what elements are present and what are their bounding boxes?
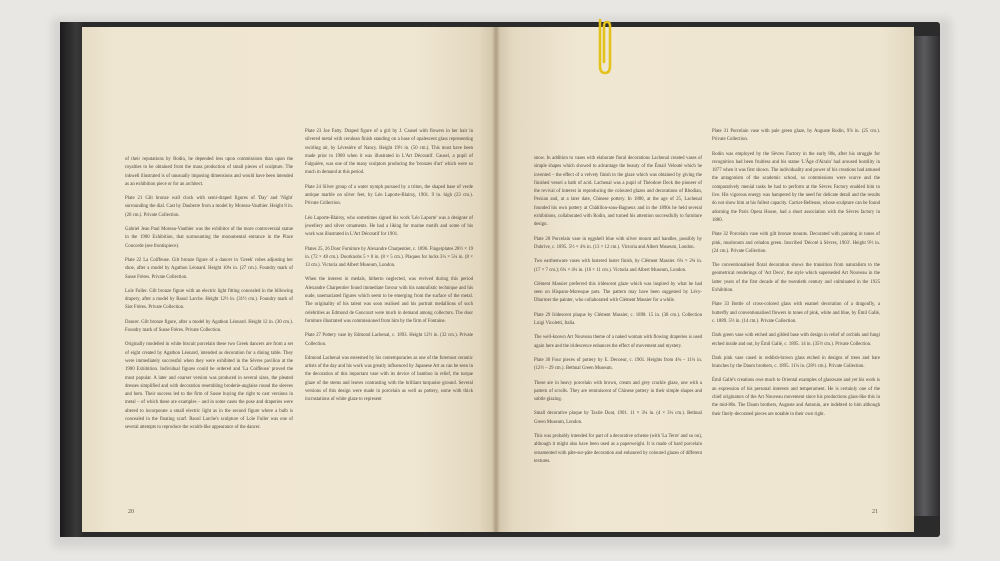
plate-caption: Plate 27 Pottery vase by Edmond Lachenal, c. 1893. Height 12½ in. (32 cm.). Private Collection.: [305, 333, 473, 347]
plate-caption: Plate 30 Four pieces of pottery by E. Decoeur, c. 1901. Heights from 4¾ – 11¼ in. (12½ – 29 cm.). Bethnal Green Museum.: [534, 357, 702, 372]
plate-caption: Plate 23 Joe Fatty. Draped figure of a girl by J. Causel with flowers in her hair in silvered metal with cerulean finish standing on a base of opalescent glass representing swirling air, by Lévesière of Nancy. Height 19½ in. (50 cm.). This must have been made prior to 1900 when it was illustrated in L'Art Décoratif. Causel, a pupil of Falguière, was one of the many sculptors producing the 'bronzes d'art' which were so much in demand at this period.: [305, 129, 473, 176]
body-paragraph: Dark green vase with etched and gilded base with design in relief of orchids and fungi etched inside and out, by Émil Gallé, c. 1895. 14 in. (35½ cm.). Private Collection.: [712, 333, 880, 347]
right-page-column-2: [712, 128, 880, 500]
body-paragraph: Two earthenware vases with lustered luster finish, by Clément Massier. 6¼ × 2¾ in. (17 × 7 cm.); 6¼ × 4¼ in. (16 × 11 cm.). Victoria and Albert Museum, London.: [534, 259, 702, 273]
body-paragraph: Dancer. Gilt bronze figure, after a model by Agathon Léonard. Height 12 in. (30 cm.). Foundry mark of Susse Frères. Private Collection.: [125, 319, 293, 334]
plate-caption: Plate 33 Bottle of cross-colored glass with enamel decoration of a dragonfly, a butterfly and conventionalised flowers in tones of pink, white and blue, by Émil Gallé, c. 1889. 5½ in. (14 cm.). Private Collection.: [712, 302, 880, 324]
body-paragraph: The well-known Art Nouveau theme of a naked woman with flowing draperies is used again here and the iridescence enhances the effect of movement and mystery.: [534, 335, 702, 349]
plate-caption: Plate 21 Gilt bronze wall clock with semi-draped figures of 'Day' and 'Night' surrounding the dial. Cast by Dauberre from a model by Moreau-Vauthier. Height 8 in. (20 cm.). Private Collection.: [125, 196, 293, 218]
body-paragraph: Rodin was employed by the Sèvres Factory in the early 80s, after his struggle for recognition had been fruitless and his statue 'L'Âge d'Airain' had aroused hostility in 1877 when it was first shown. The individuality and power of his creations had amused the antagonism of the academic school, so commissions were scarce and the comparatively menial tasks he had to perform at the Sèvres Factory enabled him to live. His vigorous energy was hampered by the need for delicate detail and the results do not show him at his fullest capacity. Carrier-Belleuse, whose sculpture can be found adorning the Paris Opera House, had a short association with the Sèvres factory in 1880.: [712, 151, 880, 223]
book-gutter: [492, 27, 500, 532]
body-paragraph: This was probably intended for part of a decorative scheme (with 'La Terre' and so on), although it might also have been used as a paperweight. It is made of hard porcelain ornamented with pâte-sur-pâte decoration and enhanced by coloured glazes of different textures.: [534, 434, 702, 464]
plate-caption: Plate 28 Porcelain vase in eggshell blue with silver mount and handles, possibly by Dubrive, c. 1895. 5½ × 4¾ in. (13 × 12 cm.). Victoria and Albert Museum, London.: [534, 236, 702, 250]
plate-caption: Plate 22 La Coiffeuse. Gilt bronze figure of a dancer in 'Greek' robes adjusting her shoe, after a model by Agathon Léonard. Height 10¾ in. (27 cm.). Foundry mark of Susse Frères. Private Collection.: [125, 257, 293, 280]
body-paragraph: The conventionalised floral decoration shows the transition from naturalism to the geometrical renderings of 'Art Deco', the style which superseded Art Nouveau in the latter years of the first decade of the twentieth century and culminated in the 1925 Exhibition.: [712, 263, 880, 294]
plate-caption: Plates 25, 26 Door Furniture by Alexandre Charpentier, c. 1896. Fingerplates 28½ × 19 in. (72 × 48 cm.). Doorknobs 5 × 8 in. (8 × 5 cm.). Plaques for locks 3¼ × 5¼ in. (8 × 13 cm.). Victoria and Albert Museum, London.: [305, 246, 473, 269]
cover-spine-edge-left: [60, 22, 84, 537]
body-paragraph: These are in heavy porcelain with brown, cream and grey crackle glaze, one with a pattern of scrolls. They are reminiscent of Chinese pottery in their simple shapes and subtle glazing.: [534, 380, 702, 403]
body-paragraph: Léo Laporte-Blairsy, who sometimes signed his work 'Léo Laporte' was a designer of jewellery and silver ornaments. He had a liking for marine motifs and some of his work was illustrated in L'Art Décoratif for 1901.: [305, 215, 473, 238]
body-paragraph: Small decorative plaque by Taxile Doat, 1901. 11 × 3¼ in. (4 × 3¼ cm.). Bethnal Green Museum, London.: [534, 411, 702, 425]
body-paragraph: snow. In addition to vases with elaborate floral decorations Lachenal created vases of simple shapes which showed to advantage the beauty of the Émail Velouté which he invented – the effect of a velvety finish to the glaze which was obtained by giving the finished vessel a bath of acid. Lachenal was a pupil of Théodore Deck the pioneer of the revival of interest in reproducing the coloured glazes and decorations of Rhodian, Persian and, at a later date, Chinese pottery. In 1880, at the age of 25, Lachenal founded his own pottery at Châtillon-sous-Bagneux and in the 1890s he held several exhibitions, collaborated with Rodin, and turned his attention successfully to furniture design.: [534, 156, 702, 228]
body-paragraph: Originally modelled in white biscuit porcelain these two Greek dancers are from a set of eight created by Agathon Léonard, intended as decoration for a dining table. They were immediately successful when they were exhibited in the Sèvres pavilion at the 1900 Exhibition. Individual figures could be ordered and 'La Coiffeuse' proved the most popular. A later and coarser version was produced in several sizes, the pleated dresses simplified and with decoration resembling broderie-anglaise round the sleeves and hem. Their success led to the firm of Susse buying the right to cast versions in metal – of which these are examples – and in some cases the pose and draperies were altered to incorporate a small electric light as in the second figure where a bulb is concealed in the floating scarf. Raoul Larche's sculpture of Loïe Fuller was one of several attempts to reproduce the wraith-like appearance of the dancer.: [125, 342, 293, 431]
body-paragraph: Gabriel Jean Paul Moreau-Vauthier was the exhibitor of the more controversial statue in the 1900 Exhibition, that surmounting the monumental entrance in the Place Concorde (see frontispiece).: [125, 227, 293, 249]
cover-edge-right: [914, 36, 940, 516]
plate-caption: Plate 31 Porcelain vase with pale green glaze, by Auguste Rodin, 9⅞ in. (25 cm.). Private Collection.: [712, 129, 880, 143]
page-number-right: 21: [872, 509, 878, 515]
right-page-column-1: [534, 155, 702, 495]
body-paragraph: of their reputations by Rodin, he depended less upon commissions than upon the royalties to be obtained from the mass production of small pieces of sculpture. The inkwell illustrated is of unusually imposing dimensions and would have been intended as an exhibition piece or for an architect.: [125, 157, 293, 187]
plate-caption: Plate 24 Silver group of a water nymph pursued by a triton, the shaped base of verde antique marble on silver feet, by Léo Laporte-Blairsy, 1901. 9 in. high (23 cm.). Private Collection.: [305, 184, 473, 207]
left-page-column-1: [125, 156, 293, 496]
page-number-left: 20: [128, 509, 134, 515]
body-paragraph: Dark pink vase cased in reddish-brown glass etched in designs of trees and bare branches by the Daum brothers, c. 1895. 11¼ in. (28½ cm.). Private Collection.: [712, 355, 880, 370]
body-paragraph: Loïe Fuller. Gilt bronze figure with an electric light fitting concealed in the billowing drapery, after a model by Raoul Larche. Height 12½ in. (31½ cm.). Foundry mark of Siot Frères. Private Collection.: [125, 288, 293, 311]
body-paragraph: When the interest in medals, hitherto neglected, was revived during this period Alexandre Charpentier found immediate favour with his naturalistic technique and his nude, unemaciated figures which seem to be emerging from the surface of the metal. The originality of his talent was soon realised and his portrait medallions of such celebrities as Edmond de Goncourt were much in demand among collectors. The door furniture illustrated was commissioned from him by the firm of Fontaine.: [305, 277, 473, 324]
body-paragraph: Clément Massier preferred this iridescent glaze which was inspired by what he had seen on Hispano-Moresque pots. The pattern may have been suggested by Lévy-Dhurmer the painter, who collaborated with Clément Massier for a while.: [534, 281, 702, 304]
body-paragraph: Edmond Lachenal was esteemed by his contemporaries as one of the foremost ceramic artists of the day and his work was greatly influenced by Japanese Art as can be seen in the decoration of this important vase with its device of bamboo in relief, the turque glaze of the stems and leaves contrasting with the brilliant turquoise ground. Several versions of this design were made in porcelain as well as pottery, some with thick incrustations of white glaze to represent: [305, 355, 473, 403]
paper-clip-icon: [592, 18, 616, 76]
left-page-column-2: [305, 128, 473, 500]
plate-caption: Plate 29 Iridescent plaque by Clément Massier, c. 1898. 15 in. (38 cm.). Collection Luigi Vicoletti, Italia.: [534, 312, 702, 327]
body-paragraph: Émil Gallé's creations owe much to Oriental examples of glassware and yet his work is an expression of his personal interests and temperament. He is certainly one of the chief originators of the Art Nouveau movement since his productions glass-like this in the mid-80s. The Daum brothers, Auguste and Antonin, are indebted to him although their finely-decorated pieces are notable in their own right.: [712, 378, 880, 417]
plate-caption: Plate 32 Porcelain vase with gilt bronze mounts. Decorated with painting in tones of pink, mushroom and celadon green. Inscribed 'Décoré à Sèvres, 1903'. Height 9½ in. (24 cm.). Private Collection.: [712, 232, 880, 254]
